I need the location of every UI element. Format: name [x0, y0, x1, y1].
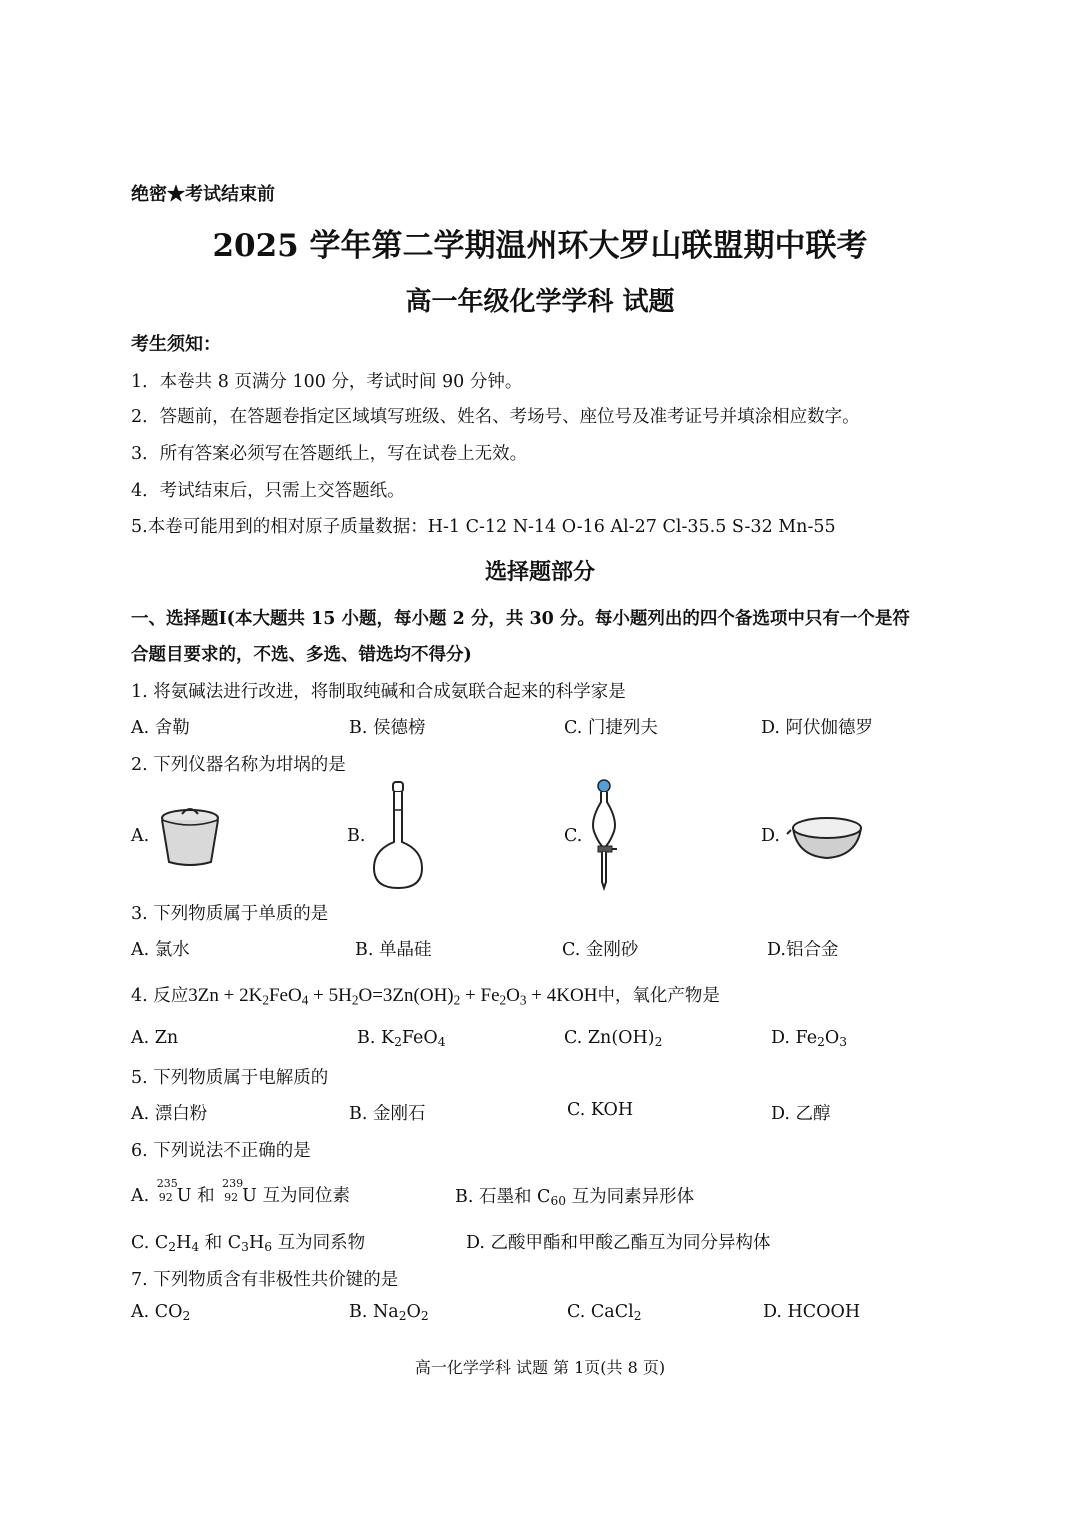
evaporating-dish-icon — [787, 812, 867, 860]
page-subtitle: 高一年级化学学科 试题 — [405, 287, 675, 317]
section-title: 选择题部分 — [484, 559, 595, 585]
q2-option-b: B. — [347, 826, 366, 846]
q2-option-c: C. — [564, 826, 583, 846]
isotope-u239: 239 92 — [222, 1177, 244, 1204]
question-3-stem: 3. 下列物质属于单质的是 — [131, 904, 329, 924]
volumetric-flask-icon — [370, 780, 426, 892]
q5-option-b: B. 金刚石 — [349, 1104, 426, 1124]
question-4-stem — [131, 982, 720, 1008]
q7-option-b: B. $Na_2O_2$ — [349, 1302, 429, 1324]
page-footer: 高一化学学科 试题 第 1页(共 8 页) — [414, 1358, 666, 1377]
separatory-funnel-icon — [585, 778, 629, 892]
crucible-icon — [155, 800, 225, 868]
notice-item: 2．答题前，在答题卷指定区域填写班级、姓名、考场号、座位号及准考证号并填涂相应数字。 — [131, 407, 860, 427]
q6-option-d: D. 乙酸甲酯和甲酸乙酯互为同分异构体 — [466, 1233, 771, 1253]
q5-option-c: C. KOH — [567, 1100, 634, 1120]
q7-option-d: D. HCOOH — [763, 1302, 861, 1322]
q4-option-d: D. $Fe_2O_3$ — [771, 1028, 848, 1050]
q3-option-d: D.铝合金 — [767, 940, 839, 960]
q5-option-d: D. 乙醇 — [771, 1104, 831, 1124]
notice-item: 4．考试结束后，只需上交答题纸。 — [131, 481, 405, 501]
q4-option-a: A. Zn — [131, 1028, 179, 1048]
q6-option-a: A. 235 92 U 和 239 92 U 互为同位素 — [131, 1177, 350, 1206]
question-4-prefix: 反应 — [153, 986, 189, 1006]
question-5-stem: 5. 下列物质属于电解质的 — [131, 1068, 329, 1088]
confidential-label: 绝密★考试结束前 — [131, 184, 275, 205]
q6-option-c: C. $C_2H_4$ 和 $C_3H_6$ 互为同系物 — [131, 1233, 366, 1255]
q7-option-a: A. $CO_2$ — [131, 1302, 191, 1324]
question-2-stem: 2. 下列仪器名称为坩埚的是 — [131, 755, 346, 775]
reaction-equation: $3Zn + 2K_2FeO_4 + 5H_2O=3Zn(OH)_2 + Fe_2O_3 + 4KOH$ — [188, 985, 598, 1008]
q3-option-a: A. 氯水 — [131, 940, 190, 960]
q5-option-a: A. 漂白粉 — [131, 1104, 208, 1124]
q6-option-b: B. 石墨和 $C_{60}$ 互为同素异形体 — [455, 1187, 695, 1209]
question-7-stem: 7. 下列物质含有非极性共价键的是 — [131, 1270, 399, 1290]
q1-option-c: C. 门捷列夫 — [564, 718, 658, 738]
q7-option-c: C. CaCl$_2$ — [567, 1302, 642, 1324]
isotope-u235: 235 92 — [156, 1177, 178, 1204]
notice-item: 1．本卷共 8 页满分 100 分，考试时间 90 分钟。 — [131, 372, 523, 392]
notice-item: 5.本卷可能用到的相对原子质量数据：H-1 C-12 N-14 O-16 Al-27 Cl-35.5 S-32 Mn-55 — [131, 517, 836, 537]
q3-option-b: B. 单晶硅 — [355, 940, 432, 960]
q1-option-d: D. 阿伏伽德罗 — [761, 718, 874, 738]
question-1-stem: 1. 将氨碱法进行改进，将制取纯碱和合成氨联合起来的科学家是 — [131, 682, 626, 702]
q1-option-a: A. 舍勒 — [131, 718, 190, 738]
q4-option-b: B. $K_2FeO_4$ — [357, 1028, 446, 1050]
question-4-suffix: 中，氧化产物是 — [597, 986, 720, 1006]
page-title: 2025 学年第二学期温州环大罗山联盟期中联考 — [212, 228, 868, 264]
question-6-stem: 6. 下列说法不正确的是 — [131, 1141, 311, 1161]
q1-option-b: B. 侯德榜 — [349, 718, 426, 738]
section-instructions-line1: 一、选择题Ⅰ(本大题共 15 小题，每小题 2 分，共 30 分。每小题列出的四个备选项中只有一个是符 — [131, 609, 910, 629]
q3-option-c: C. 金刚砂 — [562, 940, 639, 960]
q2-option-d: D. — [761, 826, 780, 846]
notice-item: 3．所有答案必须写在答题纸上，写在试卷上无效。 — [131, 444, 528, 464]
notice-heading: 考生须知： — [131, 334, 221, 355]
section-instructions-line2: 合题目要求的，不选、多选、错选均不得分) — [131, 645, 472, 665]
question-4-number: 4. — [131, 986, 148, 1006]
q2-option-a: A. — [131, 826, 150, 846]
q4-option-c: C. $Zn(OH)_2$ — [564, 1028, 663, 1050]
